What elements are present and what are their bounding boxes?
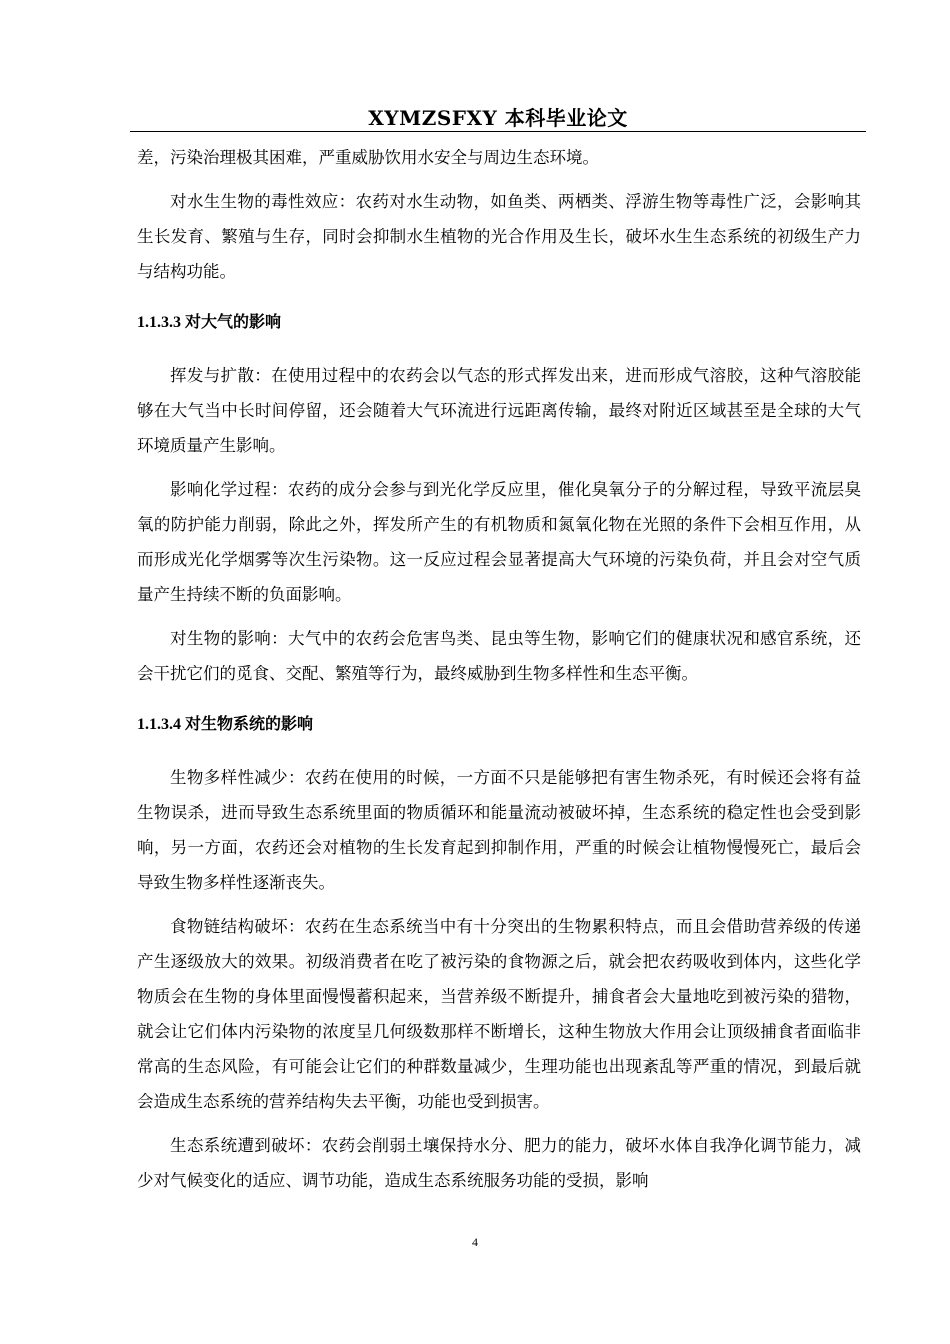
header-rule xyxy=(130,131,866,132)
paragraph-food-chain: 食物链结构破坏：农药在生态系统当中有十分突出的生物累积特点，而且会借助营养级的传递产生逐级放大的效果。初级消费者在吃了被污染的食物源之后，就会把农药吸收到体内，这些化学物质会在生物的身体里面慢慢蓄积起来，当营养级不断提升，捕食者会大量地吃到被污染的猎物，就会让它们体内污染物的浓度呈几何级数那样不断增长，这种生物放大作用会让顶级捕食者面临非常高的生态风险，有可能会让它们的种群数量减少，生理功能也出现紊乱等严重的情况，到最后就会造成生态系统的营养结构失去平衡，功能也受到损害。 xyxy=(137,917,861,1111)
paragraph-continuation: 差，污染治理极其困难，严重威胁饮用水安全与周边生态环境。 xyxy=(137,148,599,167)
paragraph-effect-on-organisms: 对生物的影响：大气中的农药会危害鸟类、昆虫等生物，影响它们的健康状况和感官系统，还会干扰它们的觅食、交配、繁殖等行为，最终威胁到生物多样性和生态平衡。 xyxy=(137,629,861,683)
paragraph-chemical-process: 影响化学过程：农药的成分会参与到光化学反应里，催化臭氧分子的分解过程，导致平流层臭氧的防护能力削弱，除此之外，挥发所产生的有机物质和氮氧化物在光照的条件下会相互作用，从而形成光化学烟雾等次生污染物。这一反应过程会显著提高大气环境的污染负荷，并且会对空气质量产生持续不断的负面影响。 xyxy=(137,480,861,604)
page-content xyxy=(137,140,861,1207)
section-heading-biological-system: 1.1.3.4 对生物系统的影响 xyxy=(137,716,314,733)
paragraph-ecosystem-damage: 生态系统遭到破坏：农药会削弱土壤保持水分、肥力的能力，破坏水体自我净化调节能力，减少对气候变化的适应、调节功能，造成生态系统服务功能的受损，影响 xyxy=(137,1136,861,1190)
paragraph-biodiversity: 生物多样性减少：农药在使用的时候，一方面不只是能够把有害生物杀死，有时候还会将有益生物误杀，进而导致生态系统里面的物质循环和能量流动被破坏掉，生态系统的稳定性也会受到影响，另一方面，农药还会对植物的生长发育起到抑制作用，严重的时候会让植物慢慢死亡，最后会导致生物多样性逐渐丧失。 xyxy=(137,768,861,892)
paragraph-aquatic-toxicity: 对水生生物的毒性效应：农药对水生动物，如鱼类、两栖类、浮游生物等毒性广泛，会影响其生长发育、繁殖与生存，同时会抑制水生植物的光合作用及生长，破坏水生生态系统的初级生产力与结构功能。 xyxy=(137,192,861,281)
paragraph-volatilization: 挥发与扩散：在使用过程中的农药会以气态的形式挥发出来，进而形成气溶胶，这种气溶胶能够在大气当中长时间停留，还会随着大气环流进行远距离传输，最终对附近区域甚至是全球的大气环境质量产生影响。 xyxy=(137,366,861,455)
section-heading-atmosphere: 1.1.3.3 对大气的影响 xyxy=(137,314,282,331)
page-number: 4 xyxy=(472,1235,478,1249)
page-header: XYMZSFXY 本科毕业论文 xyxy=(368,106,628,130)
